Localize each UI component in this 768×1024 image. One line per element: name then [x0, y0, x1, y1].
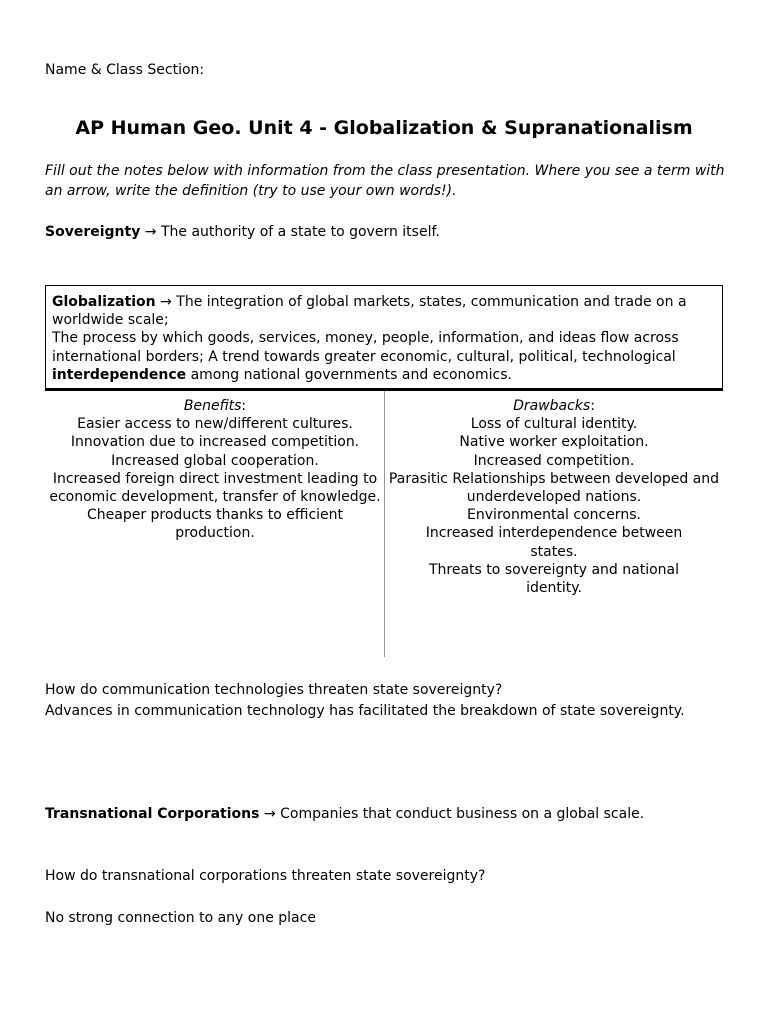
page-title: AP Human Geo. Unit 4 - Globalization & Supranationalism [75, 117, 693, 139]
column-divider [384, 391, 385, 657]
sovereignty-term: Sovereignty [45, 224, 141, 240]
benefits-column [47, 397, 383, 543]
drawback-item: Native worker exploitation. [459, 434, 649, 451]
globalization-definition-3: among national governments and economics. [190, 366, 512, 383]
question-1: How do communication technologies threaten state sovereignty? [45, 682, 503, 698]
drawback-item: Threats to sovereignty and national identity. [428, 561, 680, 597]
benefit-item: Easier access to new/different cultures. [77, 416, 353, 433]
drawback-item: Environmental concerns. [467, 507, 641, 524]
answer-1: Advances in communication technology has facilitated the breakdown of state sovereignty. [45, 702, 685, 719]
drawbacks-column [387, 397, 721, 597]
globalization-definition-2: The process by which goods, services, money, people, information, and ideas flow across international borders; A trend towards greater economic, cultural, political, technological [52, 330, 679, 365]
interdependence-term: interdependence [52, 366, 187, 383]
tnc-text: Companies that conduct business on a global scale. [280, 806, 645, 822]
tnc-term: Transnational Corporations [45, 806, 260, 822]
benefits-heading: Benefits: [183, 398, 247, 414]
sovereignty-text: The authority of a state to govern itself. [160, 224, 440, 240]
arrow-icon: → [144, 224, 157, 240]
benefit-item: Cheaper products thanks to efficient production. [86, 507, 344, 542]
sovereignty-definition [45, 223, 440, 241]
benefit-item: Increased global cooperation. [111, 452, 319, 469]
benefit-item: Increased foreign direct investment leading to economic development, transfer of knowledge. [49, 470, 381, 506]
drawbacks-heading: Drawbacks: [513, 398, 595, 414]
drawback-item: Increased competition. [473, 452, 635, 469]
question-2: How do transnational corporations threaten state sovereignty? [45, 868, 486, 884]
globalization-term: Globalization [52, 294, 156, 310]
globalization-box [45, 285, 723, 389]
drawback-item: Parasitic Relationships between developed and underdeveloped nations. [388, 470, 720, 506]
question-1-block [45, 680, 725, 721]
name-class-label: Name & Class Section: [45, 62, 205, 78]
arrow-icon: → [160, 294, 172, 310]
answer-2: No strong connection to any one place [45, 910, 316, 926]
drawback-item: Loss of cultural identity. [470, 416, 638, 433]
drawback-item: Increased interdependence between states. [425, 525, 683, 560]
benefit-item: Innovation due to increased competition. [70, 434, 360, 451]
globalization-definition-1: The integration of global markets, states, communication and trade on a worldwide scale; [52, 294, 687, 329]
tnc-definition [45, 805, 644, 823]
arrow-icon: → [263, 806, 276, 822]
instructions-text: Fill out the notes below with information from the class presentation. Where you see a term with an arrow, write the definition (try to use your own words!). [45, 163, 725, 199]
